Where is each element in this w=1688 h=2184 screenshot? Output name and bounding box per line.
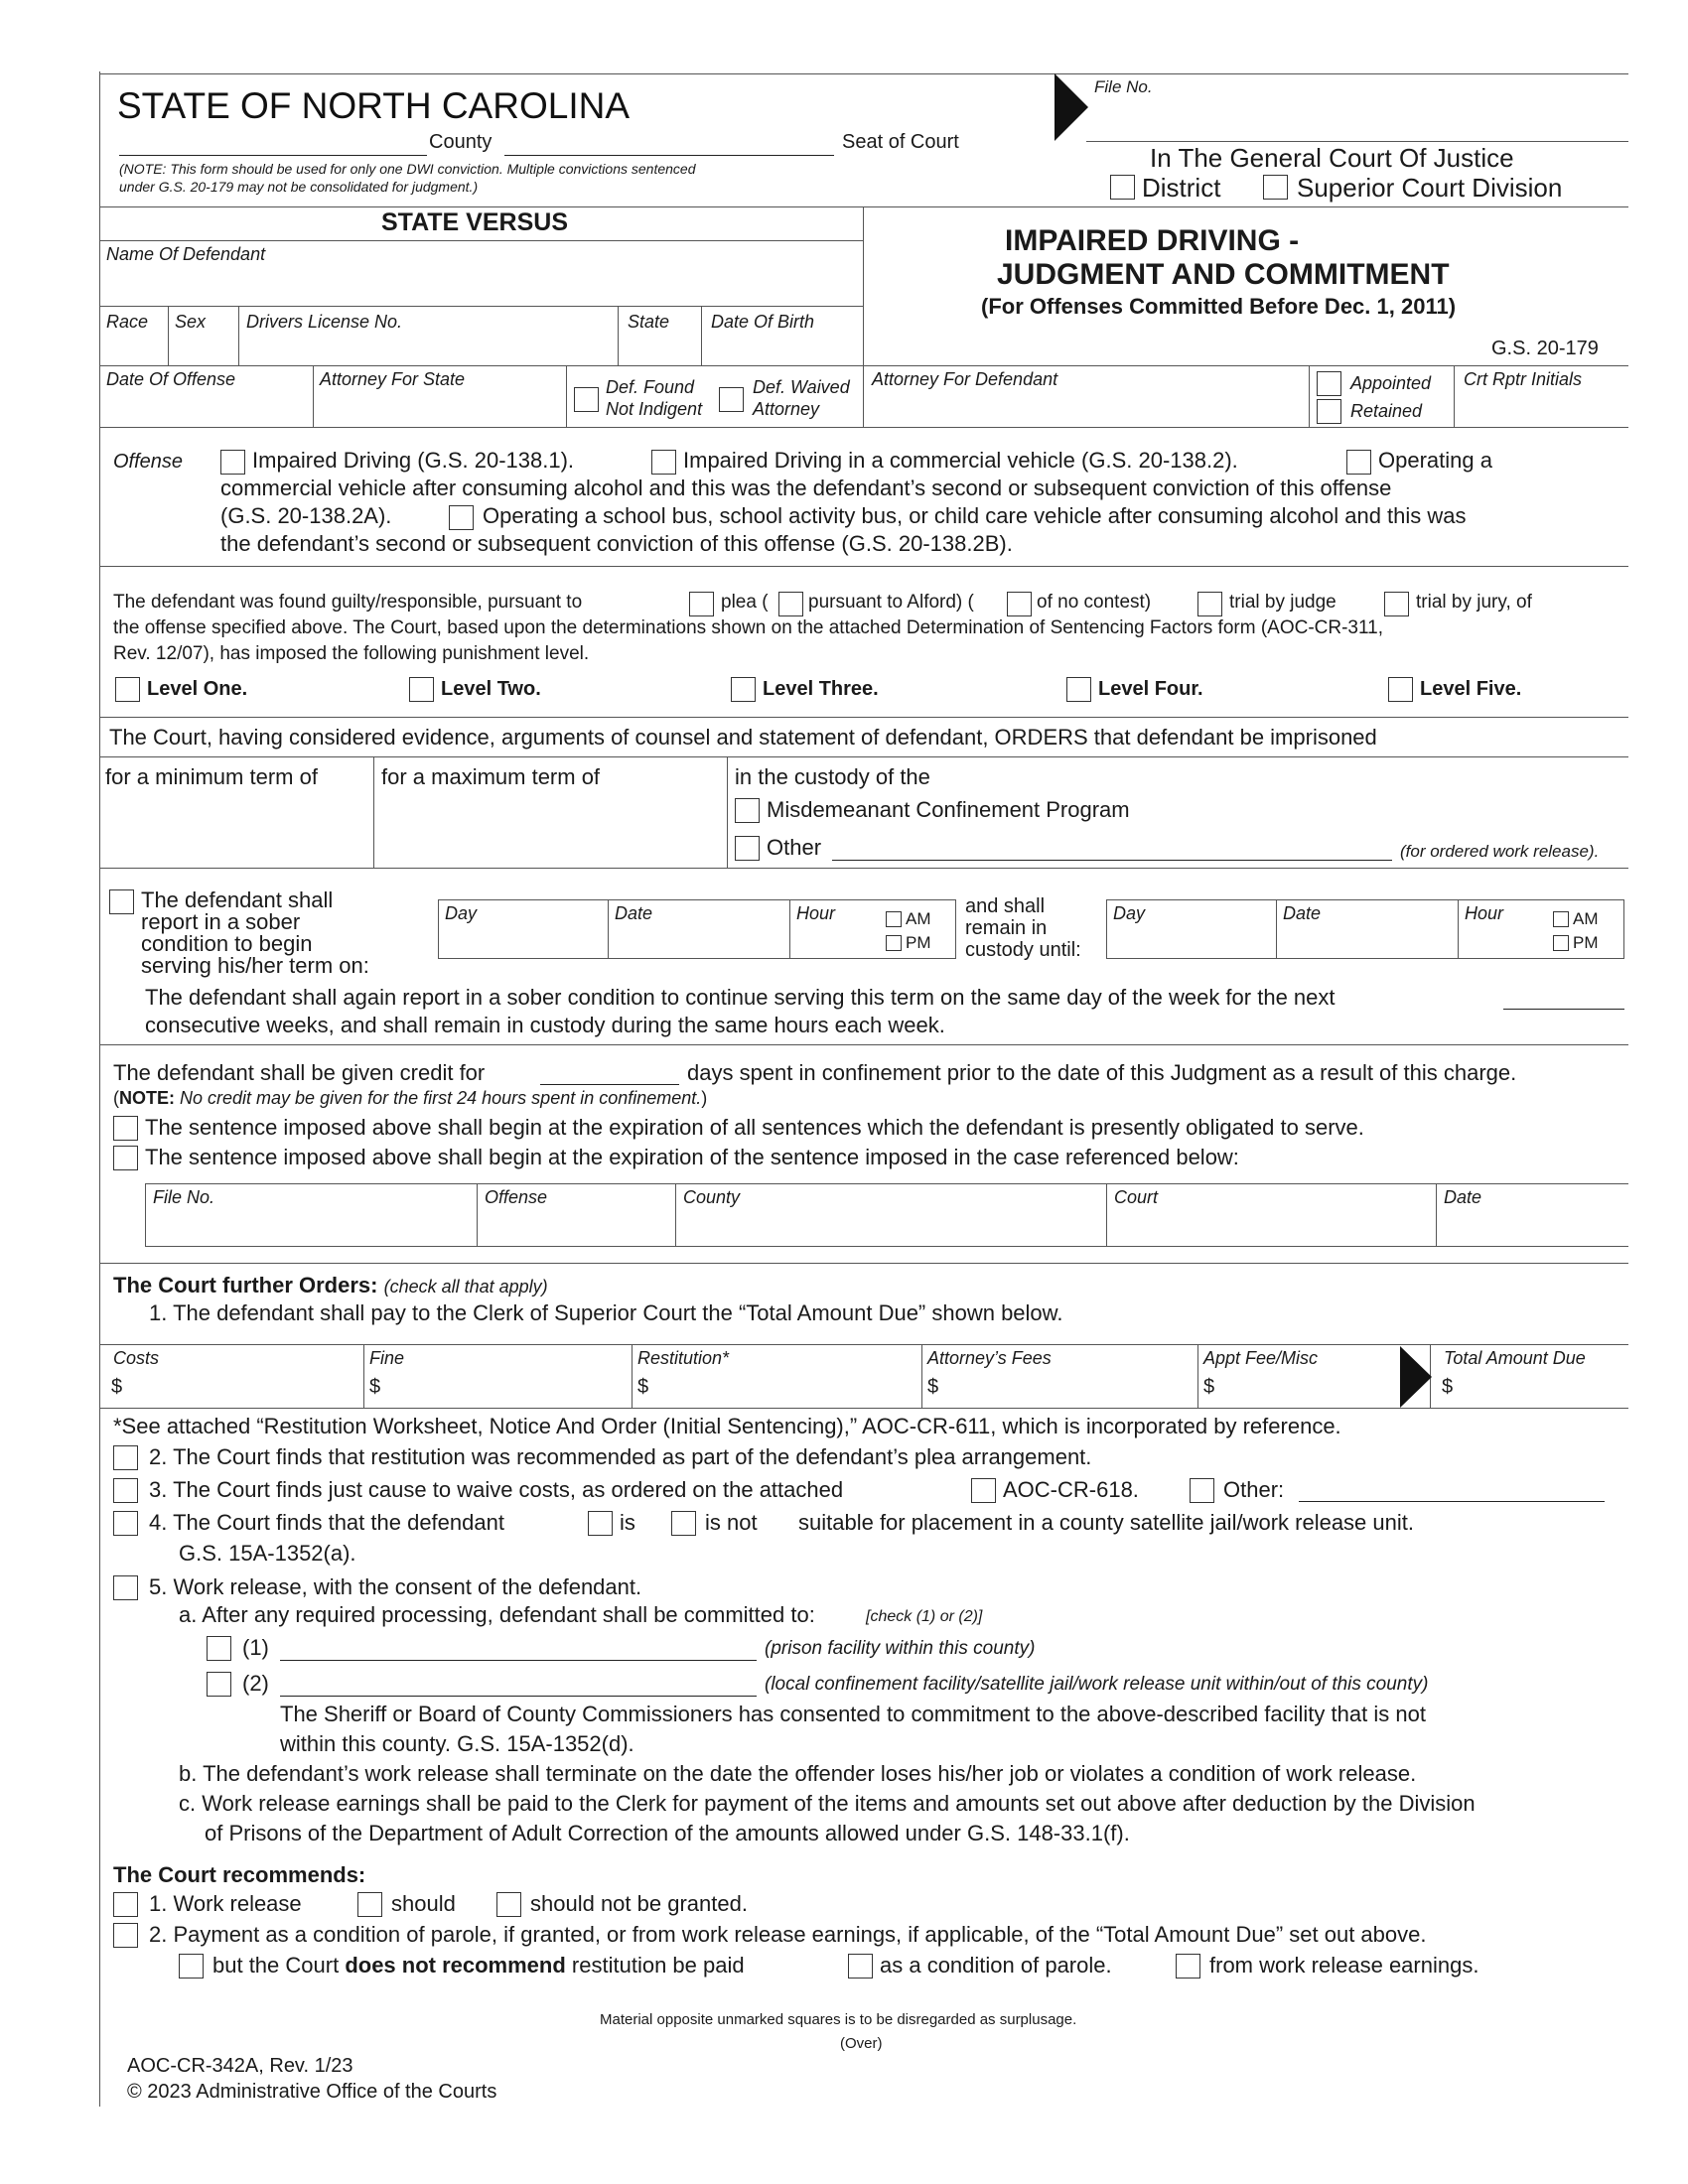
file-no-label: File No.	[1094, 77, 1153, 96]
item-5: 5. Work release, with the consent of the defendant.	[149, 1574, 642, 1599]
restitution-worksheet-note: *See attached “Restitution Worksheet, Notice And Order (Initial Sentencing),” AOC-CR-611, which is incorporated by reference.	[113, 1414, 1341, 1438]
dl-state-label: State	[628, 312, 670, 332]
recommend-2-checkbox[interactable]	[113, 1923, 138, 1948]
option-1-checkbox[interactable]	[207, 1636, 231, 1661]
trial-by-jury-checkbox[interactable]	[1384, 592, 1409, 616]
county-field[interactable]	[504, 155, 834, 156]
until-line-1: and shall	[965, 895, 1046, 917]
recommend-1: 1. Work release	[149, 1891, 302, 1916]
further-orders-heading	[113, 1273, 548, 1298]
credit-note-text: No credit may be given for the first 24 hours spent in confinement.	[180, 1088, 702, 1108]
should-not-label: should not be granted.	[530, 1891, 748, 1916]
begin-all-sentences: The sentence imposed above shall begin at the expiration of all sentences which the defendant is presently obligated to serve.	[145, 1115, 1364, 1140]
header-note-2: under G.S. 20-179 may not be consolidated for judgment.)	[119, 179, 479, 195]
not-recommend-rest: restitution be paid	[571, 1953, 745, 1978]
report-line-3: condition to begin	[141, 931, 313, 956]
report-line-4: serving his/her term on:	[141, 953, 369, 978]
other-custody-checkbox[interactable]	[735, 836, 760, 861]
alford-checkbox[interactable]	[778, 592, 803, 616]
report-again-line-2: consecutive weeks, and shall remain in custody during the same hours each week.	[145, 1013, 945, 1037]
ref-court-label: Court	[1114, 1187, 1159, 1207]
plea-checkbox[interactable]	[689, 592, 714, 616]
not-recommend-but: but the Court	[212, 1953, 340, 1978]
item-4-is-not-checkbox[interactable]	[671, 1511, 696, 1536]
report-line-1: The defendant shall	[141, 887, 334, 912]
form-number: AOC-CR-342A, Rev. 1/23	[127, 2055, 353, 2077]
earnings-checkbox[interactable]	[1176, 1954, 1200, 1979]
court-title: In The General Court Of Justice	[1150, 143, 1514, 173]
no-contest-label: of no contest)	[1037, 592, 1152, 613]
surplusage-note: Material opposite unmarked squares is to be disregarded as surplusage.	[600, 2011, 1077, 2028]
drivers-license-label: Drivers License No.	[246, 312, 403, 332]
offense-line-3: (G.S. 20-138.2A).	[220, 503, 392, 528]
option-2-label: (2)	[242, 1671, 269, 1696]
attorney-fees-dollar: $	[927, 1376, 939, 1398]
county-label: County	[429, 131, 492, 153]
report-start-grid	[438, 899, 956, 959]
not-recommend-line	[212, 1953, 745, 1979]
aoc-cr-618-label: AOC-CR-618.	[1003, 1477, 1139, 1502]
item-5b: b. The defendant’s work release shall terminate on the date the offender loses his/her job or violates a condition of work release.	[179, 1761, 1417, 1786]
until-line-2: remain in	[965, 917, 1048, 939]
should-label: should	[391, 1891, 456, 1916]
offense-line-4: the defendant’s second or subsequent conviction of this offense (G.S. 20-138.2B).	[220, 531, 1013, 556]
state-versus-heading: STATE VERSUS	[381, 208, 568, 236]
verdict-line-3: Rev. 12/07), has imposed the following punishment level.	[113, 643, 590, 664]
level-five-label: Level Five.	[1420, 678, 1522, 700]
date-of-offense-label: Date Of Offense	[106, 369, 236, 389]
offense-commercial: Impaired Driving in a commercial vehicle (G.S. 20-138.2).	[683, 448, 1238, 473]
offense-impaired-driving: Impaired Driving (G.S. 20-138.1).	[252, 448, 575, 473]
level-five-checkbox[interactable]	[1388, 677, 1413, 702]
form-title-line-2: JUDGMENT AND COMMITMENT	[997, 258, 1450, 291]
level-three-label: Level Three.	[763, 678, 879, 700]
minimum-term-label: for a minimum term of	[105, 764, 318, 789]
restitution-dollar: $	[637, 1376, 649, 1398]
item-3-other-checkbox[interactable]	[1190, 1478, 1214, 1503]
option-2-field[interactable]	[280, 1696, 757, 1697]
report-line-2: report in a sober	[141, 909, 301, 934]
item-4-is-label: is	[620, 1510, 635, 1535]
court-reporter-initials-label: Crt Rptr Initials	[1464, 369, 1583, 389]
race-label: Race	[106, 312, 149, 332]
retained-checkbox[interactable]	[1317, 399, 1341, 424]
level-three-checkbox[interactable]	[731, 677, 756, 702]
level-two-checkbox[interactable]	[409, 677, 434, 702]
not-recommend-bold: does not recommend	[345, 1953, 566, 1978]
level-one-label: Level One.	[147, 678, 248, 700]
level-four-checkbox[interactable]	[1066, 677, 1091, 702]
item-3: 3. The Court finds just cause to waive costs, as ordered on the attached	[149, 1477, 844, 1502]
superior-court-label: Superior Court Division	[1297, 173, 1563, 203]
parole-checkbox[interactable]	[848, 1954, 873, 1979]
not-recommend-checkbox[interactable]	[179, 1954, 204, 1979]
offense-school-bus-checkbox[interactable]	[449, 505, 474, 530]
seat-of-court-label: Seat of Court	[842, 131, 959, 153]
start-day-label: Day	[445, 903, 478, 923]
item-4-rest: suitable for placement in a county satellite jail/work release unit.	[798, 1510, 1414, 1535]
imprisonment-orders: The Court, having considered evidence, arguments of counsel and statement of defendant, ORDERS that defendant be imprisoned	[109, 725, 1377, 750]
total-arrow-icon	[1400, 1346, 1434, 1408]
retained-label: Retained	[1350, 401, 1423, 421]
appointed-label: Appointed	[1350, 373, 1432, 393]
item-3-other-label: Other:	[1223, 1477, 1285, 1502]
end-am-label: AM	[1573, 909, 1599, 928]
ref-file-no-label: File No.	[153, 1187, 215, 1207]
maximum-term-field[interactable]	[377, 794, 723, 864]
item-2: 2. The Court finds that restitution was recommended as part of the defendant’s plea arrangement.	[149, 1444, 1092, 1469]
parole-label: as a condition of parole.	[880, 1953, 1112, 1978]
report-end-grid	[1106, 899, 1624, 959]
not-indigent-label-1: Def. Found	[606, 377, 695, 397]
credit-line-b: days spent in confinement prior to the date of this Judgment as a result of this charge.	[687, 1060, 1517, 1085]
form-title-line-3: (For Offenses Committed Before Dec. 1, 2011)	[981, 294, 1457, 319]
appt-fee-dollar: $	[1203, 1376, 1215, 1398]
no-contest-checkbox[interactable]	[1007, 592, 1032, 616]
item-3-other-field[interactable]	[1299, 1501, 1605, 1502]
begin-referenced: The sentence imposed above shall begin at the expiration of the sentence imposed in the case referenced below:	[145, 1145, 1239, 1169]
offense-impaired-driving-checkbox[interactable]	[220, 450, 245, 475]
item-3-checkbox[interactable]	[113, 1478, 138, 1503]
waived-attorney-label-2: Attorney	[753, 399, 820, 419]
further-item-1: 1. The defendant shall pay to the Clerk of Superior Court the “Total Amount Due” shown below.	[149, 1300, 1063, 1325]
begin-referenced-checkbox[interactable]	[113, 1146, 138, 1170]
form-title-line-1: IMPAIRED DRIVING -	[1005, 224, 1300, 257]
offense-commercial-checkbox[interactable]	[651, 450, 676, 475]
work-release-note: (for ordered work release).	[1400, 842, 1600, 861]
offense-label: Offense	[113, 451, 184, 473]
end-hour-label: Hour	[1465, 903, 1504, 923]
start-am-checkbox[interactable]	[886, 911, 902, 927]
item-2-checkbox[interactable]	[113, 1445, 138, 1470]
start-pm-checkbox[interactable]	[886, 935, 902, 951]
attorney-fees-label: Attorney’s Fees	[927, 1348, 1052, 1368]
start-pm-label: PM	[906, 933, 931, 952]
waived-attorney-label-1: Def. Waived	[753, 377, 850, 397]
start-hour-label: Hour	[796, 903, 836, 923]
statute-reference: G.S. 20-179	[1491, 338, 1599, 359]
sex-label: Sex	[175, 312, 207, 332]
fine-dollar: $	[369, 1376, 381, 1398]
start-date-label: Date	[615, 903, 653, 923]
level-two-label: Level Two.	[441, 678, 541, 700]
costs-dollar: $	[111, 1376, 123, 1398]
start-am-label: AM	[906, 909, 931, 928]
verdict-line-2: the offense specified above. The Court, based upon the determinations shown on the attached Determination of Sentencing Factors form (AOC-CR-311,	[113, 617, 1384, 638]
level-one-checkbox[interactable]	[115, 677, 140, 702]
date-of-birth-label: Date Of Birth	[711, 312, 815, 332]
custody-label: in the custody of the	[735, 764, 930, 789]
ref-date-label: Date	[1444, 1187, 1482, 1207]
over-note: (Over)	[840, 2035, 883, 2052]
recommend-1-checkbox[interactable]	[113, 1892, 138, 1917]
item-4-statute: G.S. 15A-1352(a).	[179, 1541, 356, 1566]
credit-note: (NOTE: No credit may be given for the first 24 hours spent in confinement.)	[113, 1088, 708, 1108]
further-orders-title: The Court further Orders:	[113, 1273, 378, 1297]
until-line-3: custody until:	[965, 939, 1081, 961]
other-custody-field[interactable]	[832, 860, 1392, 861]
costs-label: Costs	[113, 1348, 160, 1368]
aoc-cr-618-checkbox[interactable]	[971, 1478, 996, 1503]
recommend-2: 2. Payment as a condition of parole, if granted, or from work release earnings, if applicable, of the “Total Amount Due” set out above.	[149, 1922, 1427, 1947]
appt-fee-label: Appt Fee/Misc	[1203, 1348, 1319, 1368]
sheriff-consent-line-1: The Sheriff or Board of County Commissioners has consented to commitment to the above-described facility that is not	[280, 1702, 1426, 1726]
referenced-case-grid	[145, 1183, 1628, 1247]
option-1-note: (prison facility within this county)	[765, 1638, 1036, 1659]
trial-by-judge-checkbox[interactable]	[1197, 592, 1222, 616]
plea-label: plea (	[721, 592, 769, 613]
item-4-is-not-label: is not	[705, 1510, 758, 1535]
offense-commercial-alcohol-checkbox[interactable]	[1346, 450, 1371, 475]
credit-line-a: The defendant shall be given credit for	[113, 1060, 486, 1085]
item-5-checkbox[interactable]	[113, 1575, 138, 1600]
fine-label: Fine	[369, 1348, 405, 1368]
state-title: STATE OF NORTH CAROLINA	[117, 85, 630, 126]
item-5a-hint: [check (1) or (2)]	[866, 1608, 983, 1625]
appointed-checkbox[interactable]	[1317, 371, 1341, 396]
end-am-checkbox[interactable]	[1553, 911, 1569, 927]
mcp-checkbox[interactable]	[735, 798, 760, 823]
option-1-label: (1)	[242, 1635, 269, 1660]
item-4-checkbox[interactable]	[113, 1511, 138, 1536]
defendant-name-label: Name Of Defendant	[106, 244, 266, 264]
district-label: District	[1142, 173, 1221, 203]
minimum-term-field[interactable]	[103, 794, 369, 864]
superior-court-checkbox[interactable]	[1263, 175, 1288, 200]
other-custody-label: Other	[767, 835, 822, 860]
total-amount-label: Total Amount Due	[1444, 1348, 1586, 1368]
earnings-label: from work release earnings.	[1209, 1953, 1479, 1978]
end-date-label: Date	[1283, 903, 1322, 923]
attorney-for-state-label: Attorney For State	[320, 369, 466, 389]
not-indigent-label-2: Not Indigent	[606, 399, 703, 419]
offense-line-2: commercial vehicle after consuming alcohol and this was the defendant’s second or subsequent conviction of this offense	[220, 476, 1392, 500]
total-amount-dollar: $	[1442, 1376, 1454, 1398]
offense-commercial-alcohol: Operating a	[1378, 448, 1492, 473]
district-checkbox[interactable]	[1110, 175, 1135, 200]
begin-all-sentences-checkbox[interactable]	[113, 1116, 138, 1141]
maximum-term-label: for a maximum term of	[381, 764, 601, 789]
attorney-for-defendant-label: Attorney For Defendant	[872, 369, 1058, 389]
ref-county-label: County	[683, 1187, 741, 1207]
restitution-label: Restitution*	[637, 1348, 730, 1368]
file-no-arrow-icon	[1055, 73, 1090, 141]
report-sober-checkbox[interactable]	[109, 889, 134, 914]
further-orders-hint: (check all that apply)	[383, 1277, 548, 1297]
offense-school-bus: Operating a school bus, school activity bus, or child care vehicle after consuming alcohol and this was	[483, 503, 1467, 528]
option-2-checkbox[interactable]	[207, 1672, 231, 1697]
mcp-label: Misdemeanant Confinement Program	[767, 797, 1130, 822]
end-pm-checkbox[interactable]	[1553, 935, 1569, 951]
trial-by-jury-label: trial by jury, of	[1416, 592, 1532, 613]
level-four-label: Level Four.	[1098, 678, 1203, 700]
alford-label: pursuant to Alford) (	[808, 592, 974, 613]
consecutive-weeks-field[interactable]	[1503, 1009, 1624, 1010]
should-checkbox[interactable]	[357, 1892, 382, 1917]
option-1-field[interactable]	[280, 1660, 757, 1661]
trial-by-judge-label: trial by judge	[1229, 592, 1336, 613]
sheriff-consent-line-2: within this county. G.S. 15A-1352(d).	[280, 1731, 634, 1756]
credit-note-label: NOTE:	[119, 1088, 175, 1108]
end-pm-label: PM	[1573, 933, 1599, 952]
recommends-title: The Court recommends:	[113, 1862, 366, 1887]
header-note: (NOTE: This form should be used for only one DWI conviction. Multiple convictions sentenced	[119, 161, 696, 177]
item-4-is-checkbox[interactable]	[588, 1511, 613, 1536]
item-5c-line-1: c. Work release earnings shall be paid to the Clerk for payment of the items and amounts set out above after deduction by the Division	[179, 1791, 1476, 1816]
ref-offense-label: Offense	[485, 1187, 548, 1207]
waived-attorney-checkbox[interactable]	[719, 387, 744, 412]
should-not-checkbox[interactable]	[496, 1892, 521, 1917]
credit-days-field[interactable]	[540, 1084, 679, 1085]
item-5a: a. After any required processing, defendant shall be committed to:	[179, 1602, 815, 1627]
not-indigent-checkbox[interactable]	[574, 387, 599, 412]
verdict-intro: The defendant was found guilty/responsible, pursuant to	[113, 592, 583, 613]
copyright: © 2023 Administrative Office of the Courts	[127, 2081, 497, 2103]
defendant-name-field[interactable]	[103, 266, 858, 304]
report-again-line-1: The defendant shall again report in a sober condition to continue serving this term on the same day of the week for the next	[145, 985, 1336, 1010]
option-2-note: (local confinement facility/satellite jail/work release unit within/out of this county)	[765, 1674, 1429, 1695]
item-5c-line-2: of Prisons of the Department of Adult Correction of the amounts allowed under G.S. 148-33.1(f).	[205, 1821, 1130, 1845]
end-day-label: Day	[1113, 903, 1146, 923]
item-4: 4. The Court finds that the defendant	[149, 1510, 504, 1535]
